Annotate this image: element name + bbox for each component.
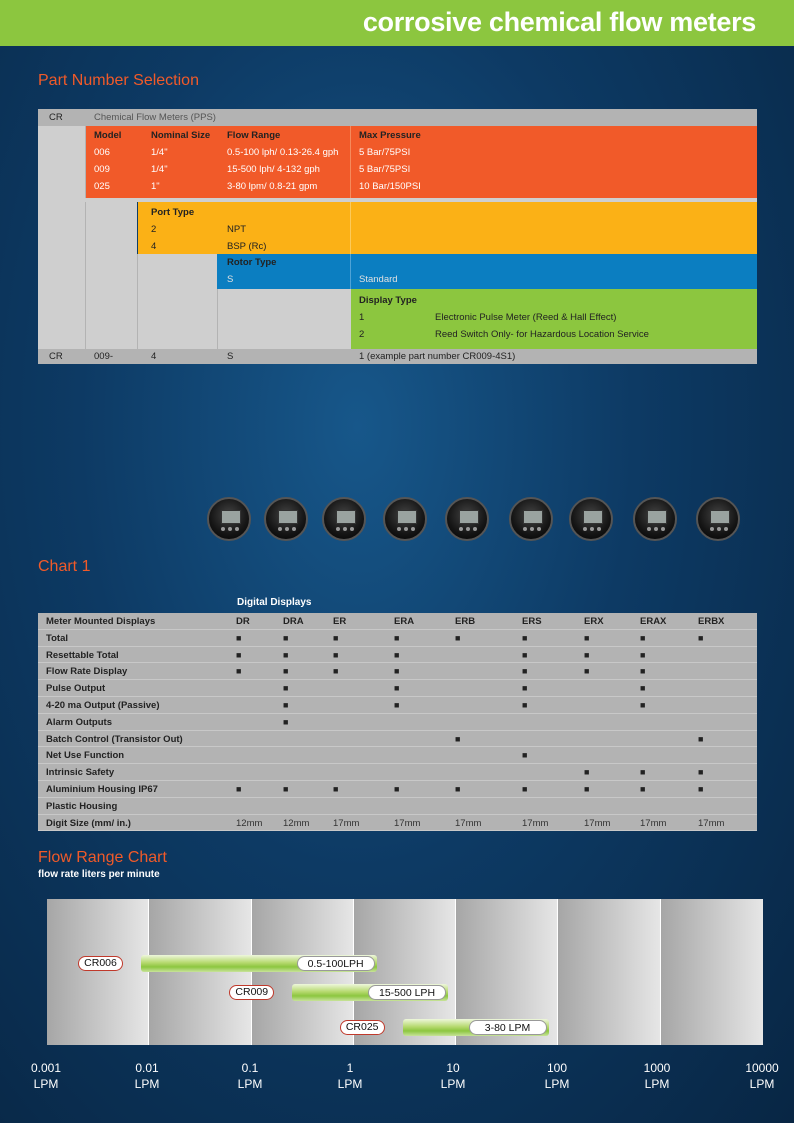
feature-mark: ■ [236, 632, 242, 643]
table-row [38, 798, 757, 815]
pn-example-cell: S [227, 351, 234, 362]
axis-tick-label [220, 1060, 280, 1092]
pn-divider [85, 254, 86, 289]
decade-band [47, 899, 149, 1045]
pn-blank [38, 126, 86, 198]
meter-image [264, 497, 308, 541]
column-header: ER [333, 616, 347, 627]
meter-image [445, 497, 489, 541]
model-tag: CR025 [340, 1020, 385, 1035]
pn-divider [85, 289, 86, 349]
feature-mark: ■ [394, 649, 400, 660]
table-header-label: Meter Mounted Displays [46, 616, 156, 627]
pn-pressure-cell: 5 Bar/75PSI [359, 147, 411, 158]
pn-rotor-header: Rotor Type [227, 257, 277, 268]
row-label: Net Use Function [46, 750, 125, 762]
feature-mark: ■ [283, 666, 289, 677]
pn-divider [350, 126, 351, 198]
pn-divider [350, 202, 351, 254]
pn-size-header: Nominal Size [151, 130, 211, 141]
feature-mark: ■ [283, 683, 289, 694]
meter-image [383, 497, 427, 541]
feature-mark: ■ [283, 716, 289, 727]
pn-divider [217, 289, 218, 349]
column-header: ERX [584, 616, 604, 627]
pn-flow-cell: 3-80 lpm/ 0.8-21 gpm [227, 181, 318, 192]
pn-model-cell: 006 [94, 147, 110, 158]
feature-mark: ■ [236, 649, 242, 660]
axis-tick-unit: LPM [33, 1077, 59, 1091]
decade-band [149, 899, 251, 1045]
feature-mark: ■ [640, 683, 646, 694]
axis-tick-value: 0.01 [135, 1061, 159, 1075]
feature-mark: ■ [522, 666, 528, 677]
axis-tick-unit: LPM [644, 1077, 670, 1091]
axis-tick-unit: LPM [237, 1077, 263, 1091]
flow-chart-subtitle: flow rate liters per minute [38, 869, 160, 880]
axis-tick-label [16, 1060, 76, 1092]
pn-rotor-block [38, 254, 757, 289]
axis-tick-label [320, 1060, 380, 1092]
feature-mark: ■ [584, 632, 590, 643]
flow-range-chart [47, 899, 763, 1045]
feature-mark: ■ [522, 683, 528, 694]
pn-rotor-code: S [227, 274, 234, 285]
feature-mark: ■ [698, 733, 704, 744]
feature-mark: ■ [236, 666, 242, 677]
meter-image [633, 497, 677, 541]
meter-image [509, 497, 553, 541]
page-title: corrosive chemical flow meters [362, 7, 756, 37]
digit-size-value: 17mm [640, 817, 667, 829]
axis-tick-label [423, 1060, 483, 1092]
range-label: 0.5-100LPH [297, 956, 375, 971]
column-header: DR [236, 616, 250, 627]
pn-divider [350, 254, 351, 289]
feature-mark: ■ [584, 666, 590, 677]
table-row [38, 647, 757, 664]
display-feature-table [38, 613, 757, 831]
pn-port-code: 4 [151, 241, 157, 252]
row-label: Aluminium Housing IP67 [46, 783, 158, 795]
pn-size-cell: 1/4" [151, 164, 168, 175]
column-header: ERBX [698, 616, 725, 627]
feature-mark: ■ [640, 666, 646, 677]
axis-tick-unit: LPM [134, 1077, 160, 1091]
decade-band [252, 899, 354, 1045]
meter-image [696, 497, 740, 541]
axis-tick-value: 10 [446, 1061, 460, 1075]
part-number-title: Part Number Selection [38, 72, 199, 89]
chart1-group-label: Digital Displays [237, 597, 312, 608]
digit-size-value: 17mm [522, 817, 549, 829]
pn-display-block [38, 289, 757, 349]
table-row [38, 714, 757, 731]
pn-example-row [38, 349, 757, 364]
feature-mark: ■ [522, 649, 528, 660]
axis-tick-value: 100 [546, 1061, 568, 1075]
pn-cr-code: CR [49, 112, 63, 123]
pn-size-cell: 1" [151, 181, 160, 192]
axis-tick-value: 0.001 [30, 1061, 62, 1075]
feature-mark: ■ [455, 783, 461, 794]
table-row [38, 731, 757, 748]
pn-example-cell: CR [49, 351, 63, 362]
pn-port-block [38, 202, 757, 254]
meter-images [205, 497, 745, 547]
feature-mark: ■ [236, 783, 242, 794]
pn-display-header: Display Type [359, 295, 417, 306]
feature-mark: ■ [522, 632, 528, 643]
column-header: ERS [522, 616, 542, 627]
feature-mark: ■ [584, 767, 590, 778]
table-header-row [38, 613, 757, 630]
pn-divider [85, 202, 86, 254]
digit-size-row [38, 815, 757, 832]
table-row [38, 663, 757, 680]
pn-port-code: 2 [151, 224, 157, 235]
pn-port-desc: BSP (Rc) [227, 241, 267, 252]
pn-pressure-header: Max Pressure [359, 130, 421, 141]
row-label: Flow Rate Display [46, 666, 128, 678]
feature-mark: ■ [698, 767, 704, 778]
feature-mark: ■ [640, 699, 646, 710]
column-header: ERAX [640, 616, 667, 627]
part-number-table [38, 109, 757, 364]
pn-divider [137, 254, 138, 289]
pn-row-cr [38, 109, 757, 126]
axis-tick-label [732, 1060, 792, 1092]
pn-flow-cell: 0.5-100 lph/ 0.13-26.4 gph [227, 147, 339, 158]
model-tag: CR009 [229, 985, 274, 1000]
row-label: Batch Control (Transistor Out) [46, 733, 183, 745]
pn-blank [38, 202, 137, 254]
decade-band [661, 899, 763, 1045]
pn-display-desc: Reed Switch Only- for Hazardous Location Service [435, 329, 649, 340]
pn-display-code: 1 [359, 312, 365, 323]
feature-mark: ■ [333, 649, 339, 660]
pn-cr-desc: Chemical Flow Meters (PPS) [94, 112, 216, 123]
digit-size-value: 17mm [333, 817, 360, 829]
range-label: 3-80 LPM [469, 1020, 547, 1035]
feature-mark: ■ [522, 783, 528, 794]
pn-size-cell: 1/4" [151, 147, 168, 158]
feature-mark: ■ [640, 783, 646, 794]
digit-size-value: 17mm [698, 817, 725, 829]
pn-model-cell: 025 [94, 181, 110, 192]
model-tag: CR006 [78, 956, 123, 971]
feature-mark: ■ [640, 649, 646, 660]
feature-mark: ■ [333, 666, 339, 677]
pn-model-block [38, 126, 757, 198]
row-label: Resettable Total [46, 649, 119, 661]
pn-display-desc: Electronic Pulse Meter (Reed & Hall Effect) [435, 312, 617, 323]
feature-mark: ■ [333, 632, 339, 643]
pn-port-desc: NPT [227, 224, 246, 235]
digit-size-value: 12mm [283, 817, 310, 829]
column-header: DRA [283, 616, 304, 627]
pn-model-cell: 009 [94, 164, 110, 175]
decade-band [558, 899, 660, 1045]
range-label: 15-500 LPH [368, 985, 446, 1000]
feature-mark: ■ [394, 783, 400, 794]
row-label: Plastic Housing [46, 800, 118, 812]
pn-model-header: Model [94, 130, 122, 141]
table-row [38, 747, 757, 764]
row-label: Total [46, 632, 68, 644]
feature-mark: ■ [698, 632, 704, 643]
feature-mark: ■ [283, 632, 289, 643]
feature-mark: ■ [283, 649, 289, 660]
pn-divider [137, 289, 138, 349]
axis-tick-unit: LPM [337, 1077, 363, 1091]
axis-tick-unit: LPM [544, 1077, 570, 1091]
axis-tick-value: 10000 [745, 1061, 779, 1075]
meter-image [569, 497, 613, 541]
pn-pressure-cell: 10 Bar/150PSI [359, 181, 421, 192]
feature-mark: ■ [640, 632, 646, 643]
pn-blank [38, 254, 217, 289]
meter-image [207, 497, 251, 541]
pn-flow-cell: 15-500 lph/ 4-132 gph [227, 164, 320, 175]
table-row [38, 697, 757, 714]
pn-example-cell: 1 (example part number CR009-4S1) [359, 351, 516, 362]
feature-mark: ■ [698, 783, 704, 794]
axis-tick-label [117, 1060, 177, 1092]
digit-size-value: 17mm [584, 817, 611, 829]
axis-tick-value: 1000 [643, 1061, 671, 1075]
feature-mark: ■ [394, 632, 400, 643]
column-header: ERA [394, 616, 415, 627]
row-label: Alarm Outputs [46, 716, 112, 728]
feature-mark: ■ [394, 683, 400, 694]
feature-mark: ■ [522, 750, 528, 761]
pn-port-header: Port Type [151, 207, 195, 218]
meter-image [322, 497, 366, 541]
pn-flow-header: Flow Range [227, 130, 281, 141]
table-row [38, 781, 757, 798]
pn-rotor-desc: Standard [359, 274, 398, 285]
row-label: Pulse Output [46, 683, 106, 695]
feature-mark: ■ [333, 783, 339, 794]
digit-size-value: 12mm [236, 817, 263, 829]
feature-mark: ■ [584, 783, 590, 794]
feature-mark: ■ [283, 783, 289, 794]
flow-chart-title: Flow Range Chart [38, 849, 167, 866]
header-banner [0, 0, 794, 46]
chart1-title: Chart 1 [38, 558, 91, 575]
axis-tick-value: 0.1 [241, 1061, 259, 1075]
axis-tick-unit: LPM [749, 1077, 775, 1091]
row-label: Intrinsic Safety [46, 767, 115, 779]
feature-mark: ■ [283, 699, 289, 710]
row-label: 4-20 ma Output (Passive) [46, 699, 160, 711]
pn-example-cell: 4 [151, 351, 157, 362]
pn-example-cell: 009- [94, 351, 114, 362]
axis-tick-unit: LPM [440, 1077, 466, 1091]
axis-tick-value: 1 [346, 1061, 354, 1075]
feature-mark: ■ [455, 733, 461, 744]
feature-mark: ■ [394, 699, 400, 710]
feature-mark: ■ [455, 632, 461, 643]
pn-rotor-bg [217, 254, 757, 289]
row-label: Digit Size (mm/ in.) [46, 817, 131, 829]
table-row [38, 764, 757, 781]
feature-mark: ■ [522, 699, 528, 710]
digit-size-value: 17mm [394, 817, 421, 829]
pn-pressure-cell: 5 Bar/75PSI [359, 164, 411, 175]
table-row [38, 630, 757, 647]
table-row [38, 680, 757, 697]
digit-size-value: 17mm [455, 817, 482, 829]
pn-display-code: 2 [359, 329, 365, 340]
column-header: ERB [455, 616, 476, 627]
feature-mark: ■ [640, 767, 646, 778]
axis-tick-label [627, 1060, 687, 1092]
feature-mark: ■ [584, 649, 590, 660]
axis-tick-label [527, 1060, 587, 1092]
feature-mark: ■ [394, 666, 400, 677]
